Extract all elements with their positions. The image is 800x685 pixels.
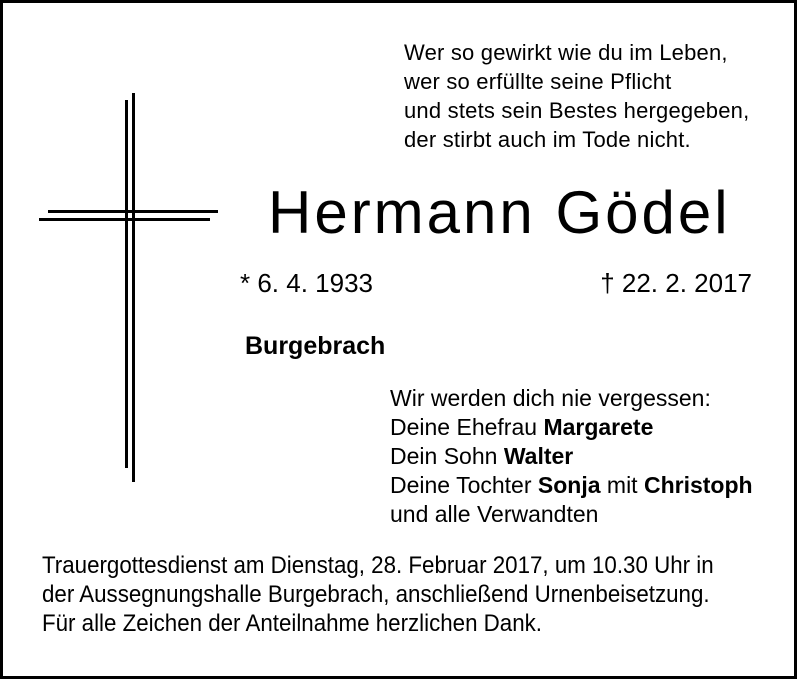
verse-line: wer so erfüllte seine Pflicht	[404, 69, 672, 94]
verse-line: der stirbt auch im Tode nicht.	[404, 127, 691, 152]
family-line-daughter	[390, 471, 753, 500]
family-block	[390, 384, 753, 529]
funeral-info-line: Für alle Zeichen der Anteilnahme herzlichen Dank.	[42, 610, 542, 637]
cross-horizontal-lower-bar	[39, 218, 210, 221]
family-relation: Deine Ehefrau	[390, 414, 544, 440]
family-line-wife	[390, 413, 753, 442]
place-name: Burgebrach	[245, 332, 386, 360]
funeral-service-info	[42, 551, 714, 638]
family-outro: und alle Verwandten	[390, 501, 599, 527]
family-member-name: Sonja	[537, 472, 601, 498]
memorial-verse	[404, 38, 749, 154]
family-member-name: Margarete	[543, 414, 654, 440]
deceased-name: Hermann Gödel	[268, 179, 731, 246]
family-member-name: Walter	[503, 443, 574, 469]
cross-horizontal-upper-bar	[48, 210, 218, 213]
family-member-name: Christoph	[643, 472, 753, 498]
verse-line: und stets sein Bestes hergegeben,	[404, 98, 750, 123]
funeral-info-line: der Aussegnungshalle Burgebrach, anschließend Urnenbeisetzung.	[42, 581, 710, 608]
verse-line: Wer so gewirkt wie du im Leben,	[404, 40, 728, 65]
family-line-son	[390, 442, 753, 471]
cross-vertical-left-bar	[125, 100, 128, 468]
family-connector: mit	[600, 472, 644, 498]
death-date: † 22. 2. 2017	[600, 268, 752, 298]
funeral-info-line: Trauergottesdienst am Dienstag, 28. Februar 2017, um 10.30 Uhr in	[42, 552, 714, 579]
family-intro: Wir werden dich nie vergessen:	[390, 385, 711, 411]
family-relation: Dein Sohn	[390, 443, 504, 469]
birth-date: * 6. 4. 1933	[240, 268, 373, 298]
cross-vertical-right-bar	[132, 93, 135, 482]
family-relation: Deine Tochter	[390, 472, 538, 498]
